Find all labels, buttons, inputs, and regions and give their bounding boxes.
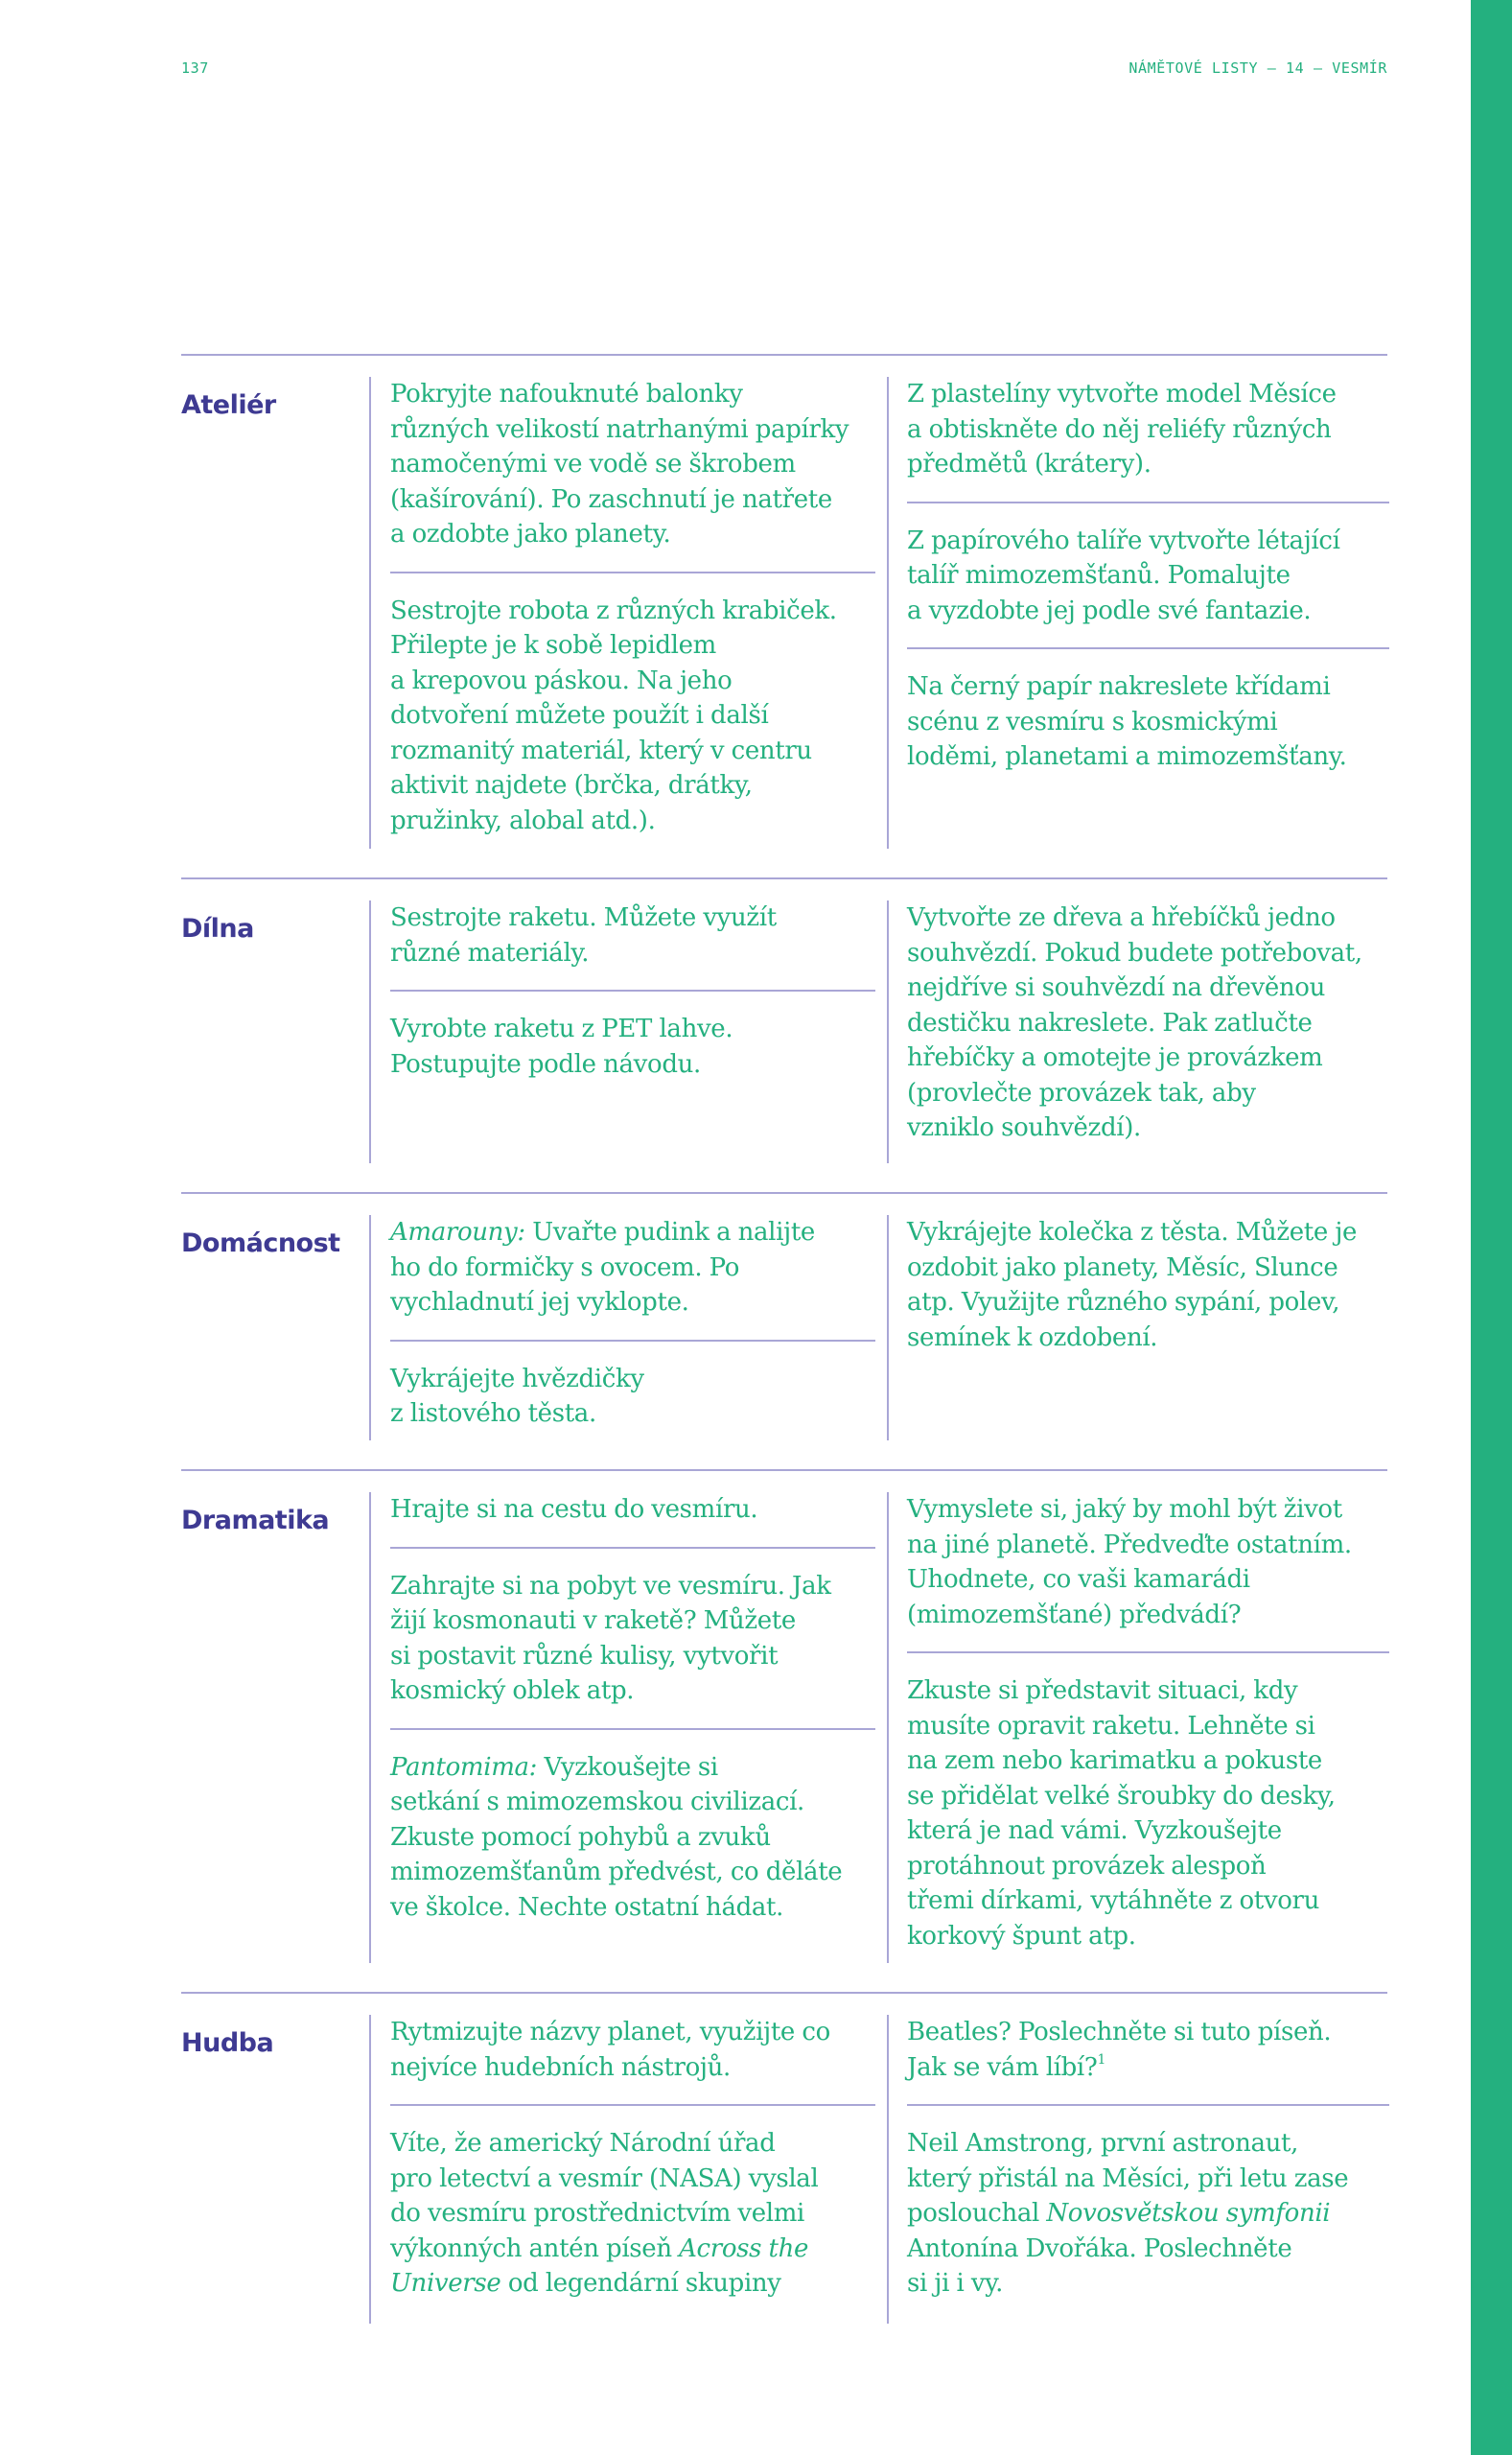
- song-title: Universe: [390, 2269, 501, 2298]
- separator-rule: [390, 1547, 875, 1549]
- activity-row-dramatika: [181, 1469, 1387, 1992]
- text-fragment: výkonných antén píseň: [390, 2233, 680, 2263]
- activity-row-dilna: [181, 877, 1387, 1192]
- page-number: 137: [181, 59, 209, 77]
- text-line: žijí kosmonauti v raketě? Můžete: [390, 1606, 796, 1635]
- chapter-color-band: [1471, 0, 1512, 2455]
- text-line: setkání s mimozemskou civilizací.: [390, 1788, 804, 1816]
- text-line: atp. Využijte různého sypání, polev,: [907, 1288, 1340, 1317]
- activity-text: [390, 2015, 875, 2085]
- text-line: Vykrájejte kolečka z těsta. Můžete je: [907, 1218, 1358, 1247]
- activity-text: [390, 1362, 875, 1432]
- row-label: Dramatika: [181, 1506, 330, 1536]
- activity-text: [390, 594, 875, 839]
- text-line: Sestrojte raketu. Můžete využít: [390, 903, 777, 932]
- text-line: a vyzdobte jej podle své fantazie.: [907, 596, 1312, 625]
- separator-rule: [907, 647, 1389, 649]
- text-line: nejvíce hudebních nástrojů.: [390, 2052, 731, 2082]
- activity-text: [390, 900, 875, 970]
- text-line: ozdobit jako planety, Měsíc, Slunce: [907, 1252, 1338, 1282]
- row-label: Dílna: [181, 914, 254, 945]
- activity-text: [907, 524, 1389, 629]
- activity-row-hudba: [181, 1992, 1387, 2352]
- text-line: loděmi, planetami a mimozemšťany.: [907, 742, 1347, 771]
- activity-text: [390, 2126, 875, 2302]
- activity-text: [390, 1750, 875, 1926]
- separator-rule: [390, 2104, 875, 2106]
- row-label: Domácnost: [181, 1228, 340, 1259]
- separator-rule: [907, 502, 1389, 503]
- text-line: Víte, že americký Národní úřad: [390, 2129, 776, 2158]
- text-line: pro letectví a vesmír (NASA) vyslal: [390, 2163, 819, 2193]
- text-line: Uhodnete, co vaši kamarádi: [907, 1565, 1250, 1594]
- text-line: Beatles? Poslechněte si tuto píseň.: [907, 2018, 1332, 2046]
- text-fragment: Uvařte pudink a nalijte: [524, 1218, 815, 1247]
- text-line: se přidělat velké šroubky do desky,: [907, 1781, 1336, 1811]
- activity-text: [907, 1673, 1389, 1953]
- activity-text: [390, 1215, 875, 1321]
- text-line: Zkuste si představit situaci, kdy: [907, 1676, 1298, 1705]
- text-line: na jiné planetě. Předveďte ostatním.: [907, 1530, 1352, 1559]
- text-line: Antonína Dvořáka. Poslechněte: [907, 2233, 1292, 2263]
- text-line: scénu z vesmíru s kosmickými: [907, 707, 1278, 736]
- activity-column-2: [887, 1492, 1387, 1963]
- text-line: destičku nakreslete. Pak zatlučte: [907, 1008, 1313, 1038]
- text-line: a obtiskněte do něj reliéfy různých: [907, 414, 1332, 444]
- activity-type: Pantomima:: [390, 1752, 538, 1782]
- activity-column-1: [369, 2015, 873, 2324]
- text-line: třemi dírkami, vytáhněte z otvoru: [907, 1886, 1319, 1915]
- row-label: Hudba: [181, 2028, 274, 2059]
- footnote-marker[interactable]: 1: [1097, 2051, 1106, 2068]
- text-line: (mimozemšťané) předvádí?: [907, 1600, 1242, 1629]
- text-line: různých velikostí natrhanými papírky: [390, 414, 849, 444]
- text-fragment: Vyzkoušejte si: [537, 1752, 718, 1782]
- text-line: ho do formičky s ovocem. Po: [390, 1252, 740, 1282]
- activity-column-2: [887, 900, 1387, 1163]
- activity-text: [907, 900, 1389, 1146]
- activity-row-atelier: [181, 354, 1387, 877]
- separator-rule: [907, 2104, 1389, 2106]
- text-line: Zkuste pomocí pohybů a zvuků: [390, 1822, 771, 1852]
- text-line: souhvězdí. Pokud budete potřebovat,: [907, 938, 1362, 968]
- separator-rule: [390, 1340, 875, 1342]
- text-line: mimozemšťanům předvést, co děláte: [390, 1858, 843, 1886]
- text-line: Rytmizujte názvy planet, využijte co: [390, 2018, 830, 2046]
- activity-text: [907, 2015, 1389, 2085]
- text-line: [390, 2232, 875, 2267]
- activity-text: [907, 1492, 1389, 1632]
- text-line: si postavit různé kulisy, vytvořit: [390, 1641, 779, 1671]
- activity-column-1: [369, 1492, 873, 1963]
- text-line: pružinky, alobal atd.).: [390, 806, 656, 835]
- text-line: [390, 1750, 875, 1786]
- song-title: Across the: [679, 2233, 809, 2263]
- separator-rule: [390, 572, 875, 573]
- activity-text: [907, 669, 1389, 775]
- text-line: Přilepte je k sobě lepidlem: [390, 631, 716, 660]
- activity-row-domacnost: [181, 1192, 1387, 1469]
- text-line: různé materiály.: [390, 938, 590, 968]
- text-line: korkový špunt atp.: [907, 1921, 1136, 1951]
- running-header-title: NÁMĚTOVÉ LISTY – 14 – VESMÍR: [1128, 59, 1387, 77]
- activity-text: [390, 377, 875, 552]
- text-line: Z papírového talíře vytvořte létající: [907, 526, 1340, 555]
- text-line: Vyrobte raketu z PET lahve.: [390, 1015, 733, 1043]
- text-line: namočenými ve vodě se škrobem: [390, 450, 796, 479]
- activity-text: [390, 1569, 875, 1709]
- activity-column-1: [369, 377, 873, 849]
- text-line: Postupujte podle návodu.: [390, 1049, 701, 1079]
- activity-text: [390, 1012, 875, 1082]
- text-line: na zem nebo karimatku a pokuste: [907, 1746, 1322, 1775]
- text-line: dotvoření můžete použít i další: [390, 701, 769, 730]
- text-fragment: od legendární skupiny: [500, 2269, 781, 2298]
- text-line: [390, 1215, 875, 1251]
- text-line: Vykrájejte hvězdičky: [390, 1364, 644, 1393]
- text-line: Pokryjte nafouknuté balonky: [390, 380, 743, 409]
- separator-rule: [907, 1651, 1389, 1653]
- text-line: (kašírování). Po zaschnutí je natřete: [390, 484, 832, 514]
- text-line: předmětů (krátery).: [907, 450, 1151, 479]
- text-line: ve školce. Nechte ostatní hádat.: [390, 1892, 784, 1922]
- text-line: Vymyslete si, jaký by mohl být život: [907, 1495, 1342, 1524]
- text-line: (provlečte provázek tak, aby: [907, 1078, 1256, 1108]
- text-line: si ji i vy.: [907, 2269, 1003, 2298]
- text-line: protáhnout provázek alespoň: [907, 1851, 1267, 1881]
- text-line: Sestrojte robota z různých krabiček.: [390, 596, 837, 625]
- activity-text: [907, 377, 1389, 482]
- text-line: Hrajte si na cestu do vesmíru.: [390, 1495, 758, 1524]
- text-line: [907, 2050, 1389, 2086]
- text-line: rozmanitý materiál, který v centru: [390, 736, 812, 765]
- text-line: a krepovou páskou. Na jeho: [390, 666, 733, 695]
- symphony-title: Novosvětskou symfonii: [1046, 2199, 1331, 2228]
- text-line: kosmický oblek atp.: [390, 1676, 635, 1705]
- text-line: Zahrajte si na pobyt ve vesmíru. Jak: [390, 1571, 831, 1601]
- text-line: do vesmíru prostřednictvím velmi: [390, 2199, 805, 2228]
- text-line: Neil Amstrong, první astronaut,: [907, 2129, 1299, 2158]
- text-line: musíte opravit raketu. Lehněte si: [907, 1711, 1315, 1741]
- text-line: Z plastelíny vytvořte model Měsíce: [907, 380, 1337, 409]
- text-fragment: poslouchal: [907, 2199, 1047, 2228]
- text-line: která je nad vámi. Vyzkoušejte: [907, 1816, 1282, 1845]
- row-label: Ateliér: [181, 390, 276, 421]
- text-line: Vytvořte ze dřeva a hřebíčků jedno: [907, 903, 1336, 932]
- activity-column-1: [369, 1215, 873, 1440]
- activity-text: [907, 2126, 1389, 2302]
- activity-column-2: [887, 377, 1387, 849]
- separator-rule: [390, 1728, 875, 1730]
- text-line: který přistál na Měsíci, při letu zase: [907, 2163, 1349, 2193]
- recipe-name: Amarouny:: [390, 1218, 525, 1247]
- text-line: talíř mimozemšťanů. Pomalujte: [907, 561, 1291, 590]
- text-line: aktivit najdete (brčka, drátky,: [390, 771, 753, 800]
- text-line: vzniklo souhvězdí).: [907, 1113, 1141, 1142]
- activity-text: [390, 1492, 875, 1528]
- text-line: z listového těsta.: [390, 1399, 596, 1428]
- text-line: Na černý papír nakreslete křídami: [907, 672, 1331, 701]
- text-line: [390, 2266, 875, 2302]
- text-line: a ozdobte jako planety.: [390, 520, 671, 549]
- text-fragment: Jak se vám líbí?: [907, 2052, 1098, 2082]
- text-line: semínek k ozdobení.: [907, 1322, 1158, 1352]
- text-line: nejdříve si souhvězdí na dřevěnou: [907, 973, 1325, 1002]
- text-line: [907, 2196, 1389, 2232]
- activity-column-2: [887, 2015, 1387, 2324]
- activity-text: [907, 1215, 1389, 1355]
- separator-rule: [390, 990, 875, 992]
- text-line: hřebíčky a omotejte je provázkem: [907, 1043, 1323, 1072]
- activity-column-2: [887, 1215, 1387, 1440]
- text-line: vychladnutí jej vyklopte.: [390, 1288, 689, 1317]
- activity-column-1: [369, 900, 873, 1163]
